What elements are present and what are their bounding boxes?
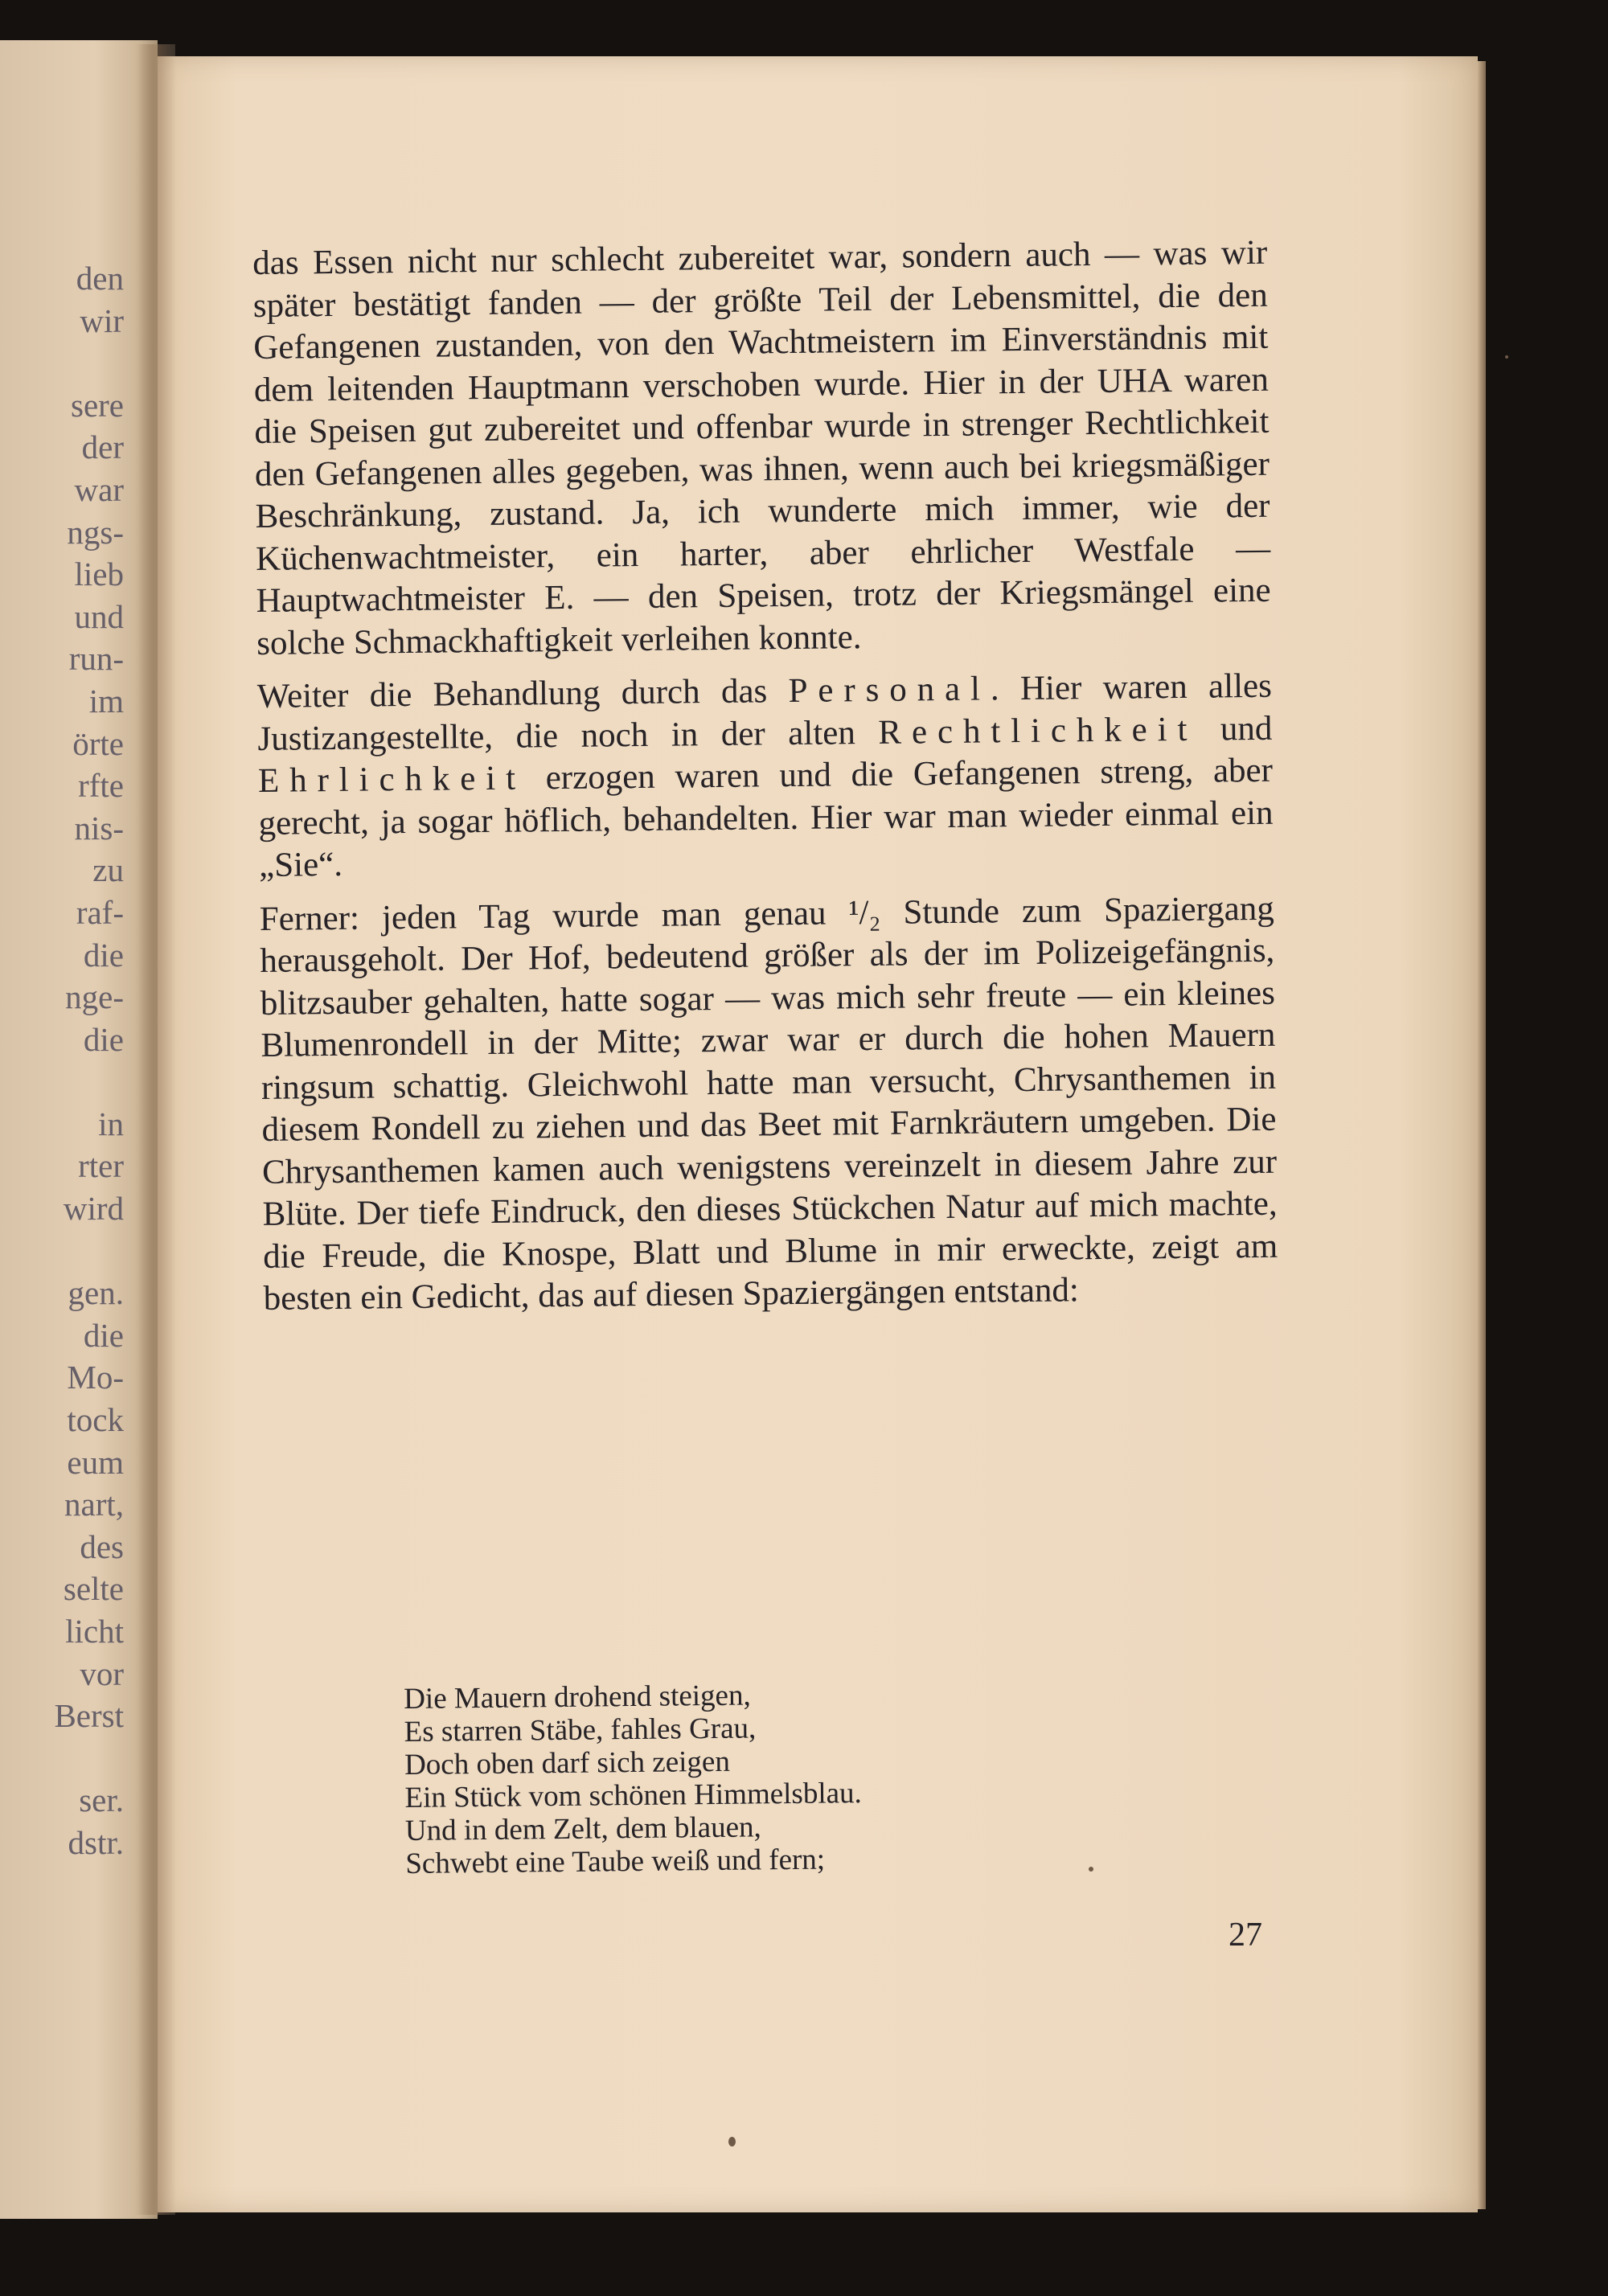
left-fragment: sere xyxy=(70,386,124,424)
paragraph-personnel xyxy=(257,666,1274,888)
left-fragment xyxy=(3,1060,124,1103)
left-fragment: nis- xyxy=(74,809,124,847)
left-fragment: run- xyxy=(68,640,124,678)
left-fragment: wird xyxy=(63,1190,124,1228)
left-fragment: der xyxy=(81,428,124,466)
left-fragment: tock xyxy=(67,1401,124,1439)
left-fragment: Berst xyxy=(54,1697,124,1735)
left-fragment: im xyxy=(88,682,124,720)
page-number: 27 xyxy=(1229,1917,1262,1954)
left-fragment: rter xyxy=(78,1147,124,1185)
left-fragment: in xyxy=(98,1105,124,1142)
left-fragment: war xyxy=(74,470,124,508)
left-fragment: die xyxy=(83,936,124,974)
left-fragment: ngs- xyxy=(67,513,124,551)
left-fragment: nart, xyxy=(64,1486,124,1523)
emphasis-rechtlichkeit: Rechtlichkeit xyxy=(878,710,1198,752)
page-edge xyxy=(1478,61,1486,2209)
fraction-half: ¹/₂ xyxy=(848,893,881,932)
text-run: . Hier waren alles Justizangestellte, die noch in der alten xyxy=(257,666,1273,758)
book-gutter xyxy=(135,44,175,2215)
emphasis-ehrlichkeit: Ehrlichkeit xyxy=(257,759,527,800)
text-run: Stunde zum Spaziergang herausgeholt. Der Hof, bedeutend größer als der im Polizeigefängnis, blitzsauber gehalten, hatte sogar — was mich sehr freute — ein kleines Blumenrondell in der Mitte; zwar war er durch die hohen Mauern ringsum schattig. Gleichwohl hatte man versucht, Chrysanthemen in diesem Rondell zu ziehen und das Beet mit Farnkräutern umgeben. Die Chrysanthemen kamen auch wenigstens vereinzelt in diesem Jahre zur Blüte. Der tiefe Eindruck, den dieses Stückchen Natur auf mich machte, die Freude, die Knospe, Blatt und Blume in mir erweckte, zeigt am besten ein Gedicht, das auf diesen Spaziergängen entstand: xyxy=(260,889,1278,1318)
poem-line: Es starren Stäbe, fahles Grau, xyxy=(404,1712,757,1749)
poem xyxy=(404,1675,1130,1880)
paper-fleck xyxy=(728,2137,736,2146)
poem-line: Und in dem Zelt, dem blauen, xyxy=(404,1810,761,1847)
left-fragment: lieb xyxy=(74,556,124,593)
left-fragment xyxy=(3,1230,124,1273)
left-fragment: vor xyxy=(80,1654,124,1692)
text-run: erzogen waren und die Gefangenen streng, aber gerecht, ja sogar höflich, behandelten. Hier war man wieder einmal ein „Sie“. xyxy=(258,751,1274,884)
left-page xyxy=(0,40,158,2219)
text-run: und xyxy=(1197,709,1273,748)
left-fragment: selte xyxy=(63,1570,124,1608)
left-fragment: und xyxy=(74,597,124,635)
left-fragment: zu xyxy=(92,851,124,889)
paper-fleck xyxy=(1089,1867,1093,1872)
poem-line: Die Mauern drohend steigen, xyxy=(404,1679,751,1716)
emphasis-personal: Personal xyxy=(788,670,991,711)
left-fragment: eum xyxy=(67,1443,124,1481)
left-fragment: ser. xyxy=(79,1781,124,1819)
left-fragment: raf- xyxy=(76,893,124,931)
left-fragment: Mo- xyxy=(67,1359,124,1396)
poem-line: Schwebt eine Taube weiß und fern; xyxy=(405,1843,826,1880)
text-run: Weiter die Behandlung durch das xyxy=(256,672,789,715)
left-fragment: die xyxy=(83,1316,124,1354)
poem-line: Doch oben darf sich zeigen xyxy=(404,1745,731,1781)
left-fragment: die xyxy=(83,1020,124,1058)
left-fragment: rfte xyxy=(78,767,124,805)
left-fragment: dstr. xyxy=(68,1823,124,1861)
poem-line: Ein Stück vom schönen Himmelsblau. xyxy=(404,1777,862,1814)
left-fragment xyxy=(3,342,124,384)
paragraph-food: das Essen nicht nur schlecht zubereitet war, sondern auch — was wir später bestätigt fanden — der größte Teil der Lebensmittel, die den Gefangenen zustanden, von den Wachtmeistern im Einverständnis mit dem leitenden Hauptmann verschoben wurde. Hier in der UHA waren die Speisen gut zubereitet und offenbar wurde in strenger Rechtlichkeit den Gefangenen alles gegeben, was ihnen, wenn auch bei kriegsmäßiger Beschränkung, zustand. Ja, ich wunderte mich immer, wie der Küchenwachtmeister, ein harter, aber ehrlicher Westfale — Hauptwachtmeister E. — den Speisen, trotz der Kriegsmängel eine solche Schmackhaftigkeit verleihen konnte. xyxy=(252,233,1271,662)
left-fragment xyxy=(3,1737,124,1780)
body-text xyxy=(252,232,1278,1321)
left-page-text-fragments xyxy=(3,257,124,1864)
text-run: Ferner: jeden Tag wurde man genau xyxy=(259,893,849,938)
left-fragment: den xyxy=(76,260,124,297)
left-fragment: des xyxy=(80,1527,124,1565)
left-fragment: örte xyxy=(72,724,124,762)
left-fragment: nge- xyxy=(65,978,124,1016)
left-fragment: wir xyxy=(80,301,124,339)
paragraph-walk xyxy=(260,888,1278,1320)
left-fragment: licht xyxy=(65,1613,124,1650)
left-fragment: gen. xyxy=(68,1274,124,1312)
paper-fleck xyxy=(1505,355,1508,359)
